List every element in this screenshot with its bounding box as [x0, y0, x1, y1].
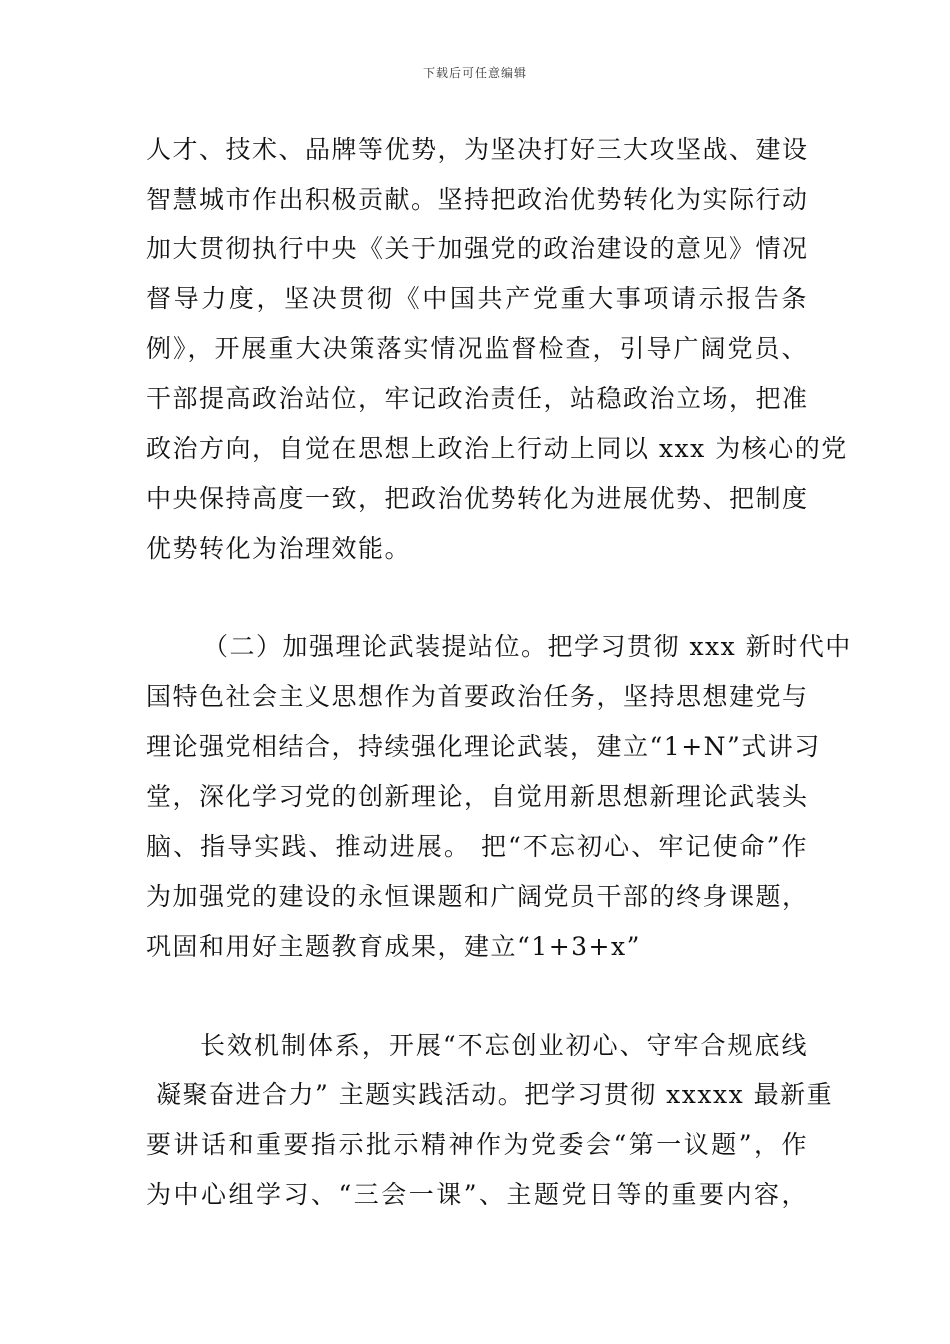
- paragraph-line: 堂，深化学习党的创新理论，自觉用新思想新理论武装头: [146, 782, 809, 811]
- paragraph-line: 督导力度，坚决贯彻《中国共产党重大事项请示报告条: [146, 284, 808, 313]
- paragraph-line: 要讲话和重要指示批示精神作为党委会“第一议题”，作: [146, 1130, 808, 1159]
- paragraph-line: 加大贯彻执行中央《关于加强党的政治建设的意见》情况: [146, 234, 809, 263]
- paragraph-line: 人才、技术、品牌等优势，为坚决打好三大攻坚战、建设: [146, 135, 809, 164]
- paragraph-line: 巩固和用好主题教育成果，建立“1+3+x”: [146, 932, 641, 961]
- paragraph-line: 智慧城市作出积极贡献。坚持把政治优势转化为实际行动: [146, 185, 809, 214]
- paragraph-line: 优势转化为治理效能。: [146, 534, 412, 563]
- paragraph-line: 国特色社会主义思想作为首要政治任务，坚持思想建党与: [146, 682, 809, 711]
- paragraph-line: 政治方向，自觉在思想上政治上行动上同以 xxx 为核心的党: [146, 434, 848, 463]
- paragraph-line: 干部提高政治站位，牢记政治责任，站稳政治立场，把准: [146, 384, 809, 413]
- paragraph-line: 脑、指导实践、推动进展。 把“不忘初心、牢记使命”作: [146, 832, 808, 861]
- paragraph-line: 中央保持高度一致，把政治优势转化为进展优势、把制度: [146, 484, 809, 513]
- paragraph-line: 凝聚奋进合力” 主题实践活动。把学习贯彻 xxxxx 最新重: [156, 1080, 834, 1109]
- paragraph-line: 为加强党的建设的永恒课题和广阔党员干部的终身课题，: [146, 882, 809, 911]
- paragraph-line: 为中心组学习、“三会一课”、主题党日等的重要内容，: [146, 1180, 808, 1209]
- page-header-note: 下载后可任意编辑: [422, 66, 527, 80]
- paragraph-line: 例》，开展重大决策落实情况监督检查，引导广阔党员、: [146, 334, 808, 363]
- paragraph-line: 长效机制体系，开展“不忘创业初心、守牢合规底线: [200, 1031, 808, 1060]
- paragraph-line: （二）加强理论武装提站位。把学习贯彻 xxx 新时代中: [203, 632, 852, 661]
- paragraph-line: 理论强党相结合，持续强化理论武装，建立“1+N”式讲习: [146, 732, 821, 761]
